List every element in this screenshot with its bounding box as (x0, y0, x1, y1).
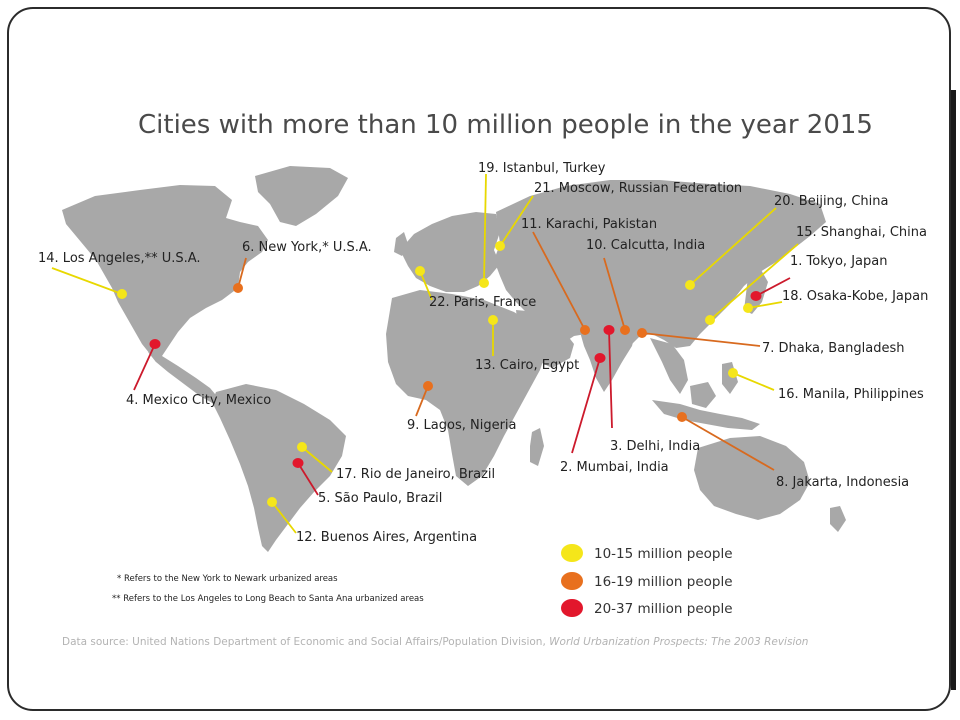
city-marker (233, 283, 243, 293)
city-marker (495, 241, 505, 251)
city-marker (293, 458, 304, 468)
city-label: 12. Buenos Aires, Argentina (296, 530, 478, 545)
city-marker (620, 325, 630, 335)
land-new-zealand (830, 506, 846, 532)
land-borneo (690, 382, 716, 408)
data-source-publication: World Urbanization Prospects: The 2003 Revision (549, 636, 809, 648)
city-label: 13. Cairo, Egypt (475, 358, 580, 373)
city-label: 7. Dhaka, Bangladesh (762, 341, 905, 356)
city-marker (677, 412, 687, 422)
footnote-new-york: * Refers to the New York to Newark urbanized areas (117, 574, 338, 584)
legend-swatch (561, 572, 583, 590)
city-marker (604, 325, 615, 335)
land-madagascar (530, 428, 544, 466)
legend-label: 16-19 million people (594, 574, 733, 590)
city-label: 16. Manila, Philippines (778, 387, 924, 402)
city-label: 5. São Paulo, Brazil (318, 491, 443, 506)
land-north-america (62, 185, 268, 362)
city-marker (423, 381, 433, 391)
city-marker (488, 315, 498, 325)
city-marker (751, 291, 762, 301)
city-marker (267, 497, 277, 507)
city-label: 11. Karachi, Pakistan (521, 217, 658, 232)
map-title: Cities with more than 10 million people in the year 2015 (138, 110, 873, 140)
city-marker (728, 368, 738, 378)
city-marker (705, 315, 715, 325)
city-label: 14. Los Angeles,** U.S.A. (38, 251, 201, 266)
city-label: 2. Mumbai, India (560, 460, 669, 475)
city-marker (743, 303, 753, 313)
city-marker (415, 266, 425, 276)
data-source (62, 636, 808, 648)
city-label: 19. Istanbul, Turkey (478, 161, 606, 176)
land-greenland (255, 166, 348, 226)
city-label: 17. Rio de Janeiro, Brazil (336, 467, 496, 482)
city-label: 9. Lagos, Nigeria (407, 418, 517, 433)
legend-label: 20-37 million people (594, 601, 733, 617)
continents (62, 166, 846, 552)
footnote-los-angeles: ** Refers to the Los Angeles to Long Beach to Santa Ana urbanized areas (112, 594, 424, 604)
city-marker (637, 328, 647, 338)
city-label: 4. Mexico City, Mexico (126, 393, 272, 408)
city-marker (580, 325, 590, 335)
city-label: 3. Delhi, India (610, 439, 701, 454)
city-label: 20. Beijing, China (774, 194, 889, 209)
city-marker (479, 278, 489, 288)
city-marker (595, 353, 606, 363)
city-label: 15. Shanghai, China (796, 225, 927, 240)
city-marker (685, 280, 695, 290)
legend (561, 544, 733, 617)
city-label: 10. Calcutta, India (586, 238, 706, 253)
city-label: 1. Tokyo, Japan (790, 254, 888, 269)
legend-swatch (561, 599, 583, 617)
city-label: 18. Osaka-Kobe, Japan (782, 289, 929, 304)
city-marker (150, 339, 161, 349)
city-label: 8. Jakarta, Indonesia (776, 475, 910, 490)
city-marker (297, 442, 307, 452)
land-philippines (722, 362, 738, 394)
legend-swatch (561, 544, 583, 562)
leader-line (134, 344, 155, 390)
city-label: 21. Moscow, Russian Federation (534, 181, 743, 196)
legend-label: 10-15 million people (594, 546, 733, 562)
leader-line (733, 373, 774, 390)
data-source-text: Data source: United Nations Department of Economic and Social Affairs/Population Division, (62, 636, 550, 648)
city-label: 6. New York,* U.S.A. (242, 240, 372, 255)
city-label: 22. Paris, France (429, 295, 537, 310)
city-marker (117, 289, 127, 299)
